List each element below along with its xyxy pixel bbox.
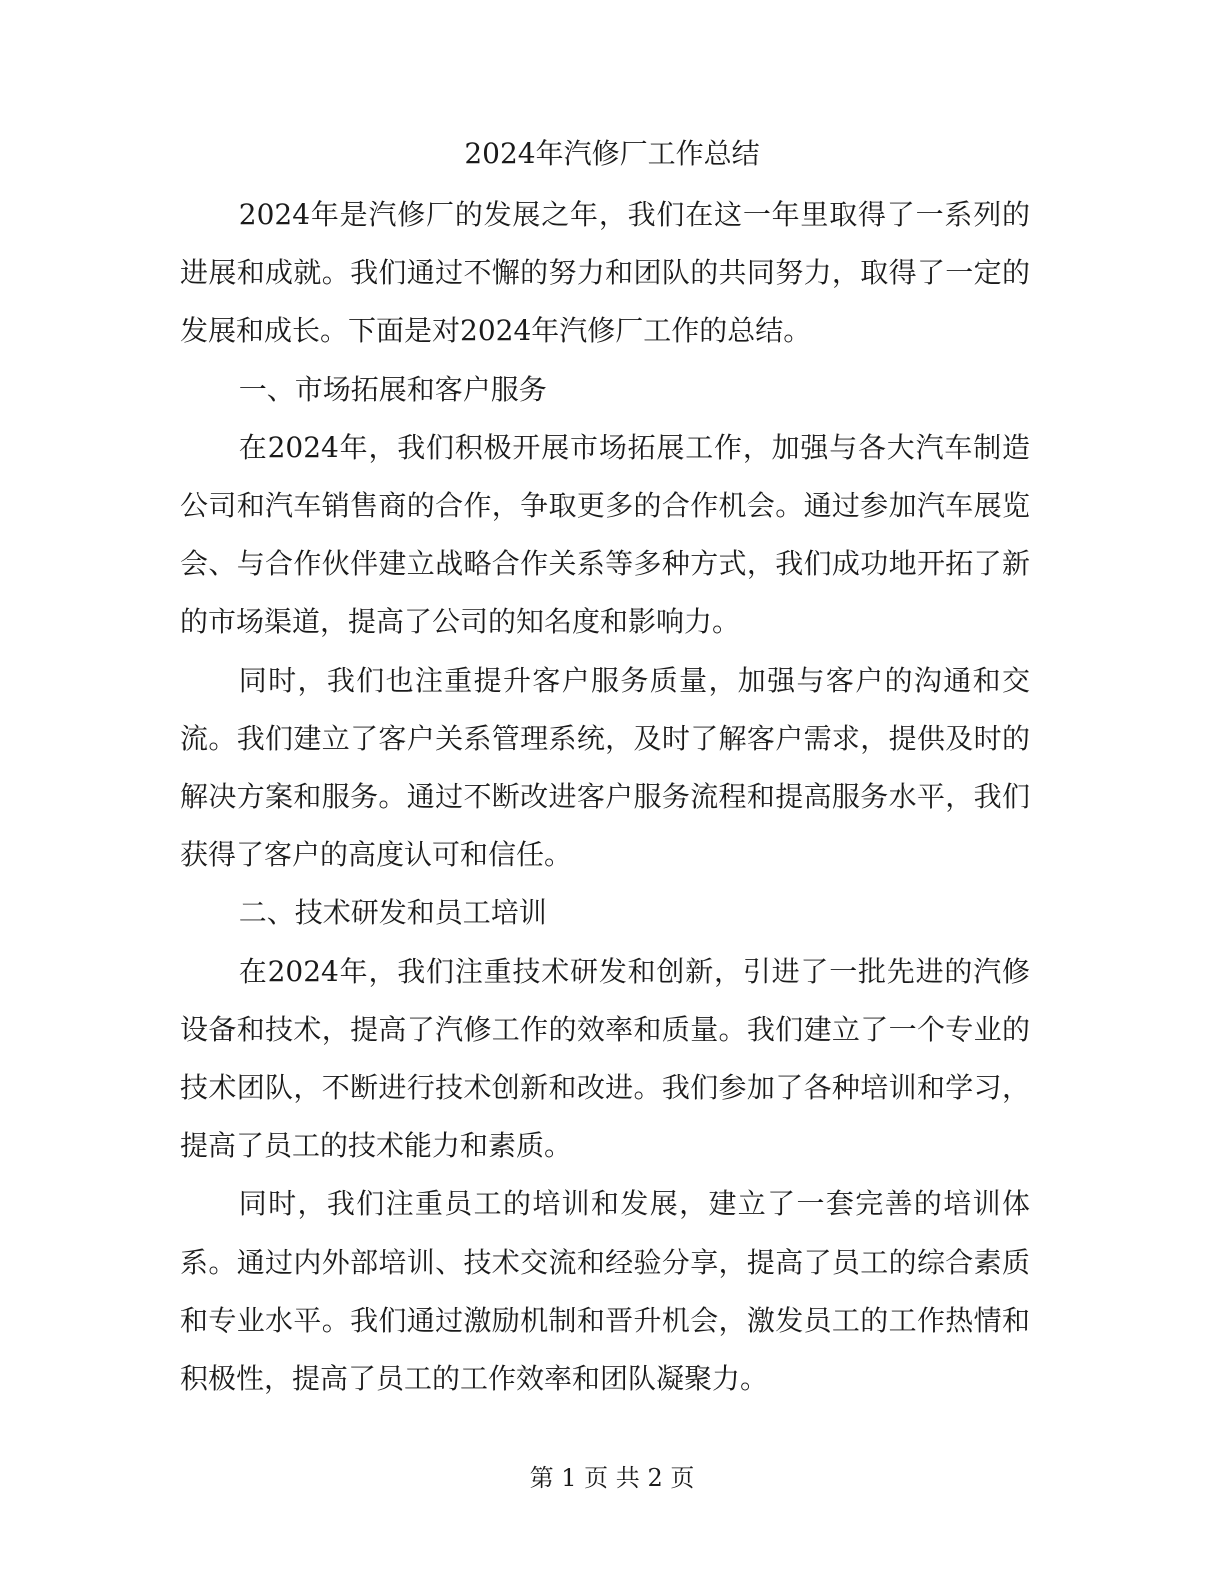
market-paragraph: 在2024年，我们积极开展市场拓展工作，加强与各大汽车制造公司和汽车销售商的合作，争取更多的合作机会。通过参加汽车展览会、与合作伙伴建立战略合作关系等多种方式，我们成功地开拓了新的市场渠道，提高了公司的知名度和影响力。 [180,430,1030,639]
technology-paragraph: 在2024年，我们注重技术研发和创新，引进了一批先进的汽修设备和技术，提高了汽修工作的效率和质量。我们建立了一个专业的技术团队，不断进行技术创新和改进。我们参加了各种培训和学习，提高了员工的技术能力和素质。 [180,954,1030,1163]
customer-service-paragraph: 同时，我们也注重提升客户服务质量，加强与客户的沟通和交流。我们建立了客户关系管理系统，及时了解客户需求，提供及时的解决方案和服务。通过不断改进客户服务流程和提高服务水平，我们获得了客户的高度认可和信任。 [180,663,1030,872]
page-footer: 第 1 页 共 2 页 [529,1464,695,1492]
intro-paragraph: 2024年是汽修厂的发展之年，我们在这一年里取得了一系列的进展和成就。我们通过不懈的努力和团队的共同努力，取得了一定的发展和成长。下面是对2024年汽修厂工作的总结。 [180,198,1030,348]
document-title: 2024年汽修厂工作总结 [464,137,760,170]
section-heading-market: 一、市场拓展和客户服务 [238,372,547,406]
training-paragraph: 同时，我们注重员工的培训和发展，建立了一套完善的培训体系。通过内外部培训、技术交流和经验分享，提高了员工的综合素质和专业水平。我们通过激励机制和晋升机会，激发员工的工作热情和积极性，提高了员工的工作效率和团队凝聚力。 [180,1187,1030,1396]
section-heading-technology: 二、技术研发和员工培训 [238,896,547,930]
document-body [180,186,1030,1408]
